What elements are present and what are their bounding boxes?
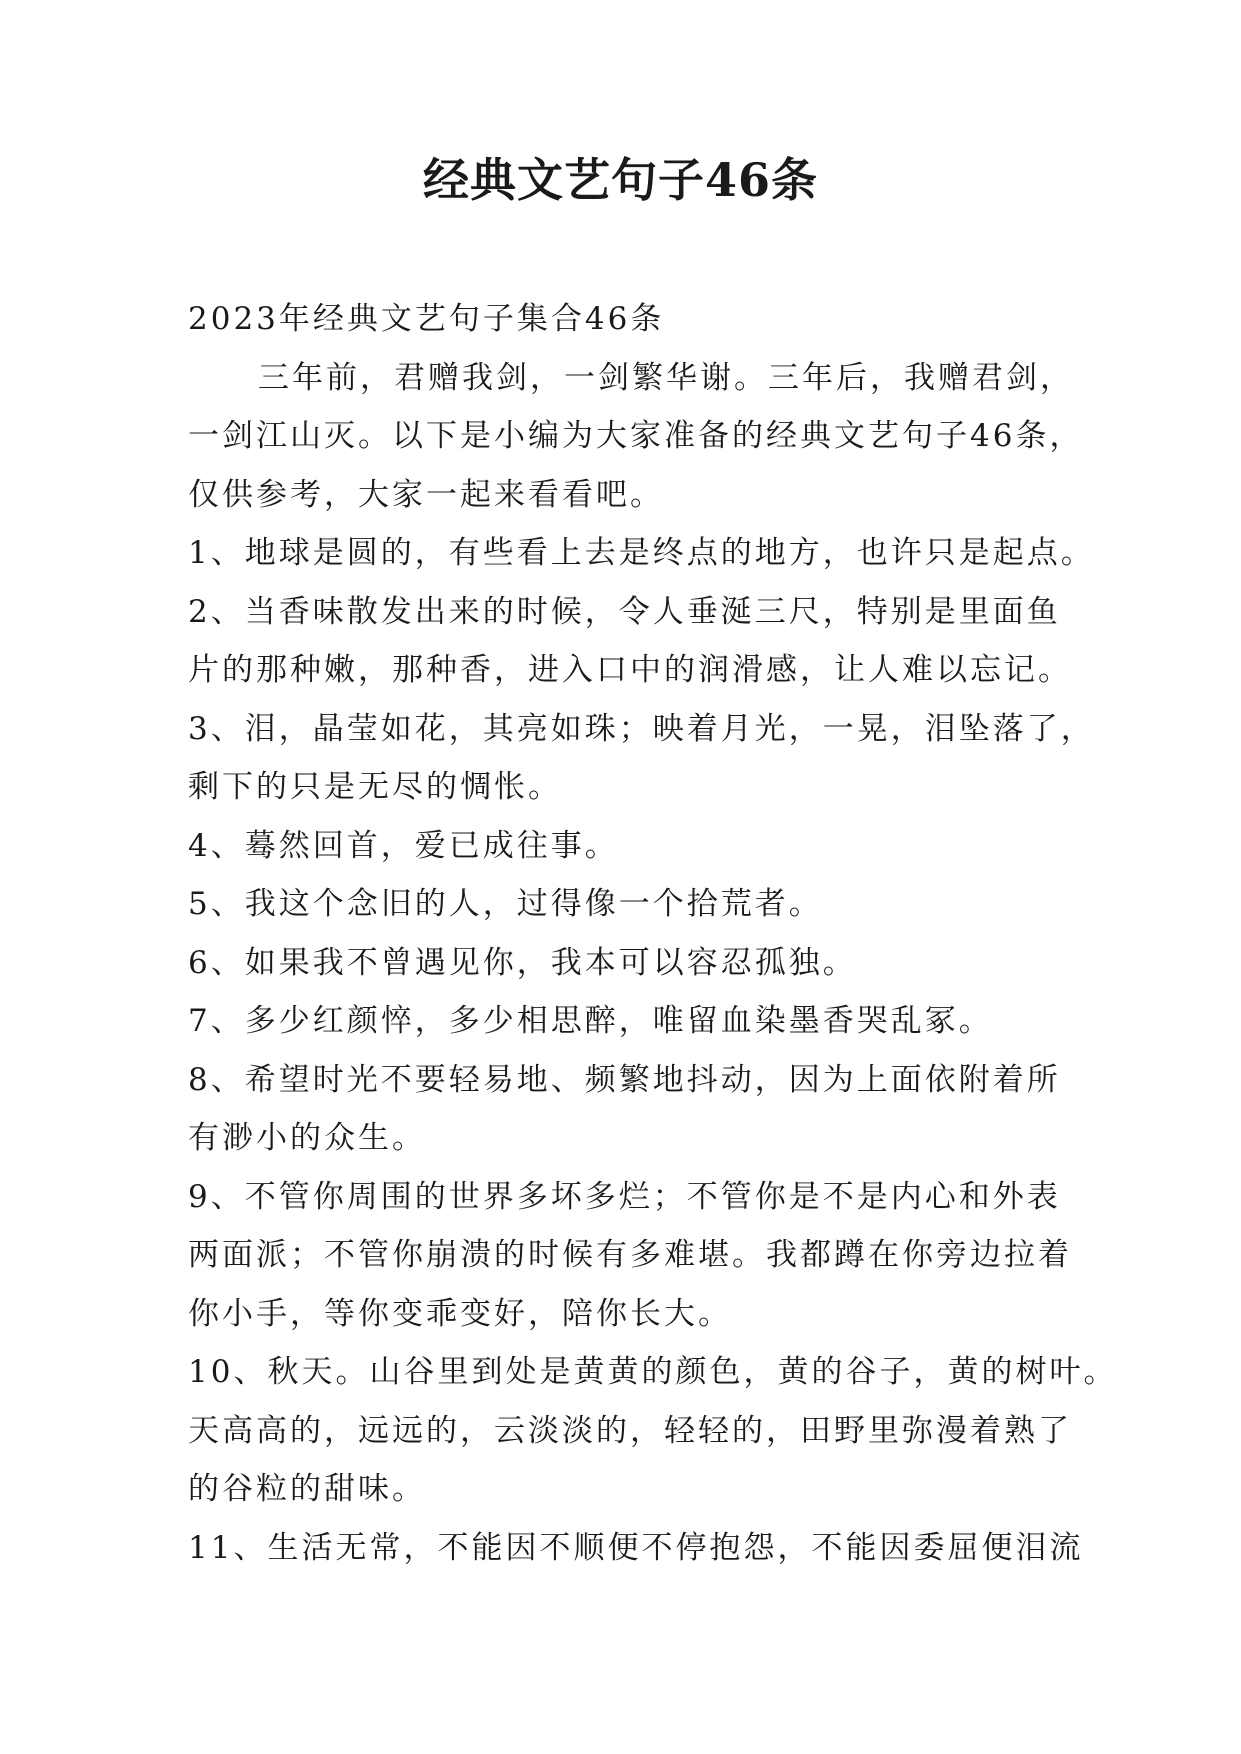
text-line: 5、我这个念旧的人，过得像一个拾荒者。 — [188, 886, 823, 922]
text-line: 片的那种嫩，那种香，进入口中的润滑感，让人难以忘记。 — [188, 652, 1072, 688]
text-line: 8、希望时光不要轻易地、频繁地抖动，因为上面依附着所 — [188, 1061, 1061, 1098]
page-title: 经典文艺句子46条 — [422, 153, 818, 207]
intro-line: 一剑江山灭。以下是小编为大家准备的经典文艺句子46条， — [188, 418, 1084, 454]
text-line: 9、不管你周围的世界多坏多烂；不管你是不是内心和外表 — [188, 1178, 1061, 1215]
text-line: 两面派；不管你崩溃的时候有多难堪。我都蹲在你旁边拉着 — [188, 1237, 1072, 1273]
text-line: 4、蓦然回首，爱已成往事。 — [188, 827, 619, 864]
text-line: 10、秋天。山谷里到处是黄黄的颜色，黄的谷子，黄的树叶。 — [188, 1354, 1118, 1390]
text-line: 2、当香味散发出来的时候，令人垂涎三尺，特别是里面鱼 — [188, 593, 1061, 630]
text-line: 有渺小的众生。 — [188, 1120, 426, 1156]
text-line: 11、生活无常，不能因不顺便不停抱怨，不能因委屈便泪流 — [188, 1529, 1084, 1566]
text-line: 的谷粒的甜味。 — [188, 1471, 426, 1507]
text-line: 7、多少红颜悴，多少相思醉，唯留血染墨香哭乱冢。 — [188, 1003, 993, 1039]
text-line: 剩下的只是无尽的惆怅。 — [188, 769, 562, 805]
text-line: 你小手，等你变乖变好，陪你长大。 — [188, 1295, 732, 1332]
intro-line: 仅供参考，大家一起来看看吧。 — [188, 476, 664, 513]
text-line: 6、如果我不曾遇见你，我本可以容忍孤独。 — [188, 944, 857, 981]
document-body — [188, 290, 1118, 1577]
text-line: 1、地球是圆的，有些看上去是终点的地方，也许只是起点。 — [188, 535, 1095, 571]
subtitle-line: 2023年经典文艺句子集合46条 — [188, 301, 665, 337]
text-line: 3、泪，晶莹如花，其亮如珠；映着月光，一晃，泪坠落了， — [188, 710, 1095, 747]
intro-line: 三年前，君赠我剑，一剑繁华谢。三年后，我赠君剑， — [258, 359, 1074, 396]
text-line: 天高高的，远远的，云淡淡的，轻轻的，田野里弥漫着熟了 — [188, 1412, 1072, 1449]
